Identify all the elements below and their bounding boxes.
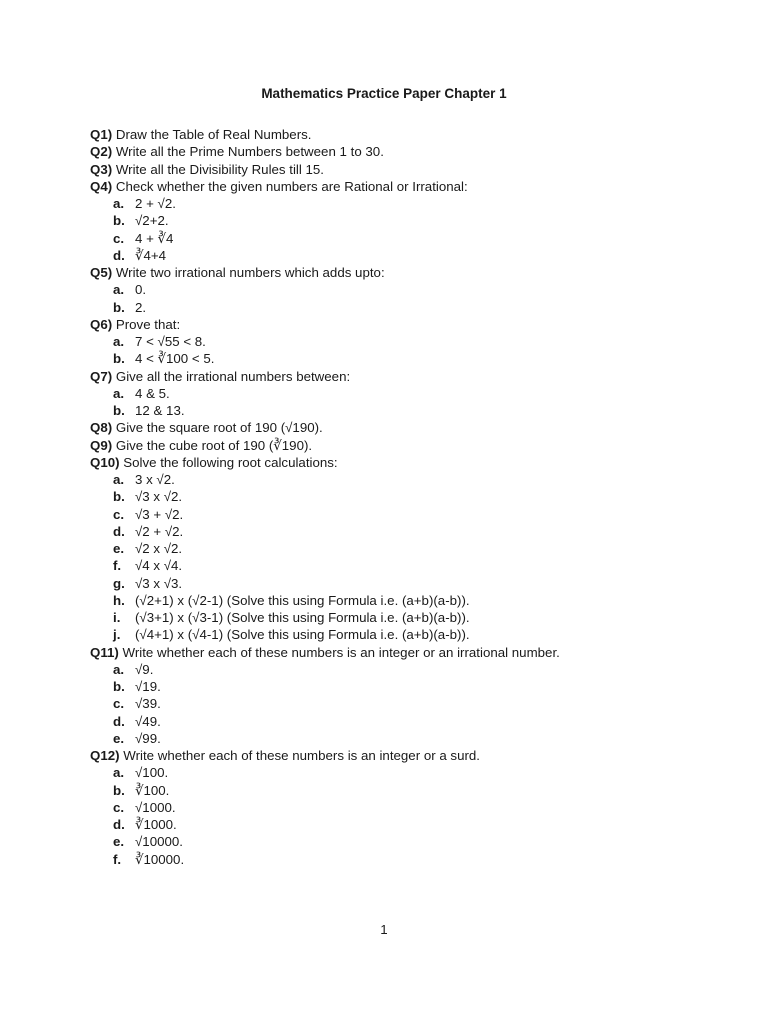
sub-item	[90, 782, 690, 799]
sub-item-text: √3 x √2.	[135, 489, 183, 505]
question-list	[90, 126, 690, 868]
sub-item-text: 3 x √2.	[135, 472, 175, 487]
question-text: Prove that:	[112, 316, 181, 332]
sub-item	[90, 471, 690, 488]
sub-item-text: √2+2.	[135, 213, 169, 229]
sub-item-text: ∛1000.	[135, 817, 177, 832]
question-11	[90, 644, 690, 661]
sub-item-label: e.	[113, 541, 125, 556]
sub-item-text: √99.	[135, 730, 161, 746]
question-9	[90, 437, 690, 454]
question-6	[90, 316, 690, 333]
question-text: Check whether the given numbers are Rational or Irrational:	[112, 178, 468, 194]
sub-item-label: f.	[113, 851, 122, 867]
sub-item	[90, 799, 690, 816]
sub-item	[90, 299, 690, 316]
sub-item-text: 4 + ∛4	[135, 230, 174, 246]
question-text: Give the cube root of 190 (∛190).	[112, 437, 313, 453]
sub-item-text: ∛100.	[135, 782, 170, 798]
question-label: Q12)	[90, 748, 120, 763]
question-label: Q11)	[90, 644, 119, 660]
sub-item-text: √100.	[135, 765, 169, 781]
sub-item	[90, 713, 690, 730]
sub-item-label: i.	[113, 610, 121, 625]
sub-item	[90, 247, 690, 264]
sub-item-label: b.	[113, 782, 125, 798]
sub-item-label: d.	[113, 247, 125, 263]
sub-item	[90, 695, 690, 712]
sub-item	[90, 212, 690, 229]
sub-item-text: √39.	[135, 696, 161, 712]
sub-item-label: a.	[113, 385, 125, 401]
sub-item-label: f.	[113, 558, 122, 574]
sub-item	[90, 626, 690, 643]
sub-item	[90, 506, 690, 523]
sub-item	[90, 609, 690, 626]
sub-item	[90, 540, 690, 557]
question-label: Q7)	[90, 368, 113, 384]
sub-item-label: b.	[113, 403, 125, 418]
question-text: Give all the irrational numbers between:	[112, 368, 351, 384]
sub-item-label: e.	[113, 834, 125, 850]
sub-item-text: √4 x √4.	[135, 558, 183, 574]
sub-item-label: a.	[113, 334, 125, 349]
sub-item	[90, 488, 690, 505]
question-4	[90, 178, 690, 195]
sub-item-label: b.	[113, 299, 125, 315]
sub-item-text: √3 + √2.	[135, 506, 184, 522]
question-text: Write whether each of these numbers is an integer or a surd.	[119, 748, 480, 763]
question-7	[90, 368, 690, 385]
sub-item-text: ∛4+4	[135, 247, 167, 263]
question-text: Draw the Table of Real Numbers.	[112, 127, 312, 142]
question-12	[90, 747, 690, 764]
sub-item	[90, 730, 690, 747]
sub-item-text: (√4+1) x (√4-1) (Solve this using Formula i.e. (a+b)(a-b)).	[135, 627, 470, 643]
sub-item-label: b.	[113, 213, 125, 229]
sub-item-text: 2.	[135, 299, 147, 315]
question-text: Write all the Divisibility Rules till 15.	[112, 161, 325, 177]
sub-item	[90, 592, 690, 609]
sub-item-label: a.	[113, 196, 125, 211]
question-text: Solve the following root calculations:	[119, 454, 338, 470]
sub-item-text: 12 & 13.	[135, 403, 185, 418]
question-8	[90, 419, 690, 436]
sub-item-label: j.	[113, 627, 121, 643]
question-label: Q5)	[90, 265, 113, 280]
question-10	[90, 454, 690, 471]
question-label: Q8)	[90, 420, 113, 436]
sub-item-text: 2 + √2.	[135, 196, 176, 211]
sub-item-text: (√2+1) x (√2-1) (Solve this using Formula i.e. (a+b)(a-b)).	[135, 592, 470, 608]
sub-item-label: g.	[113, 575, 125, 591]
sub-item-text: √19.	[135, 679, 161, 694]
question-label: Q6)	[90, 316, 113, 332]
sub-item-label: b.	[113, 351, 125, 367]
sub-item-text: √3 x √3.	[135, 575, 183, 591]
sub-item-label: d.	[113, 523, 125, 539]
sub-item-label: b.	[113, 489, 125, 505]
sub-item-text: ∛10000.	[135, 851, 185, 867]
question-2	[90, 143, 690, 160]
sub-item	[90, 833, 690, 850]
sub-item-text: 0.	[135, 282, 147, 298]
question-1	[90, 126, 690, 143]
sub-item-label: d.	[113, 817, 125, 832]
sub-item	[90, 230, 690, 247]
sub-item-label: c.	[113, 506, 125, 522]
question-text: Write whether each of these numbers is an integer or an irrational number.	[118, 644, 560, 660]
question-3	[90, 161, 690, 178]
sub-item	[90, 816, 690, 833]
question-label: Q1)	[90, 127, 113, 142]
sub-item-text: 4 < ∛100 < 5.	[135, 351, 215, 367]
sub-item	[90, 575, 690, 592]
sub-item-label: b.	[113, 679, 125, 694]
sub-item	[90, 333, 690, 350]
sub-item-text: √2 + √2.	[135, 523, 184, 539]
sub-item	[90, 350, 690, 367]
sub-item-label: a.	[113, 472, 125, 487]
sub-item-text: 7 < √55 < 8.	[135, 334, 206, 349]
question-5	[90, 264, 690, 281]
sub-item	[90, 678, 690, 695]
page-number: 1	[380, 922, 388, 937]
sub-item-label: d.	[113, 713, 125, 729]
sub-item	[90, 195, 690, 212]
sub-item-text: √9.	[135, 661, 154, 677]
question-label: Q2)	[90, 144, 113, 160]
sub-item	[90, 557, 690, 574]
sub-item-text: (√3+1) x (√3-1) (Solve this using Formula i.e. (a+b)(a-b)).	[135, 610, 470, 625]
sub-item-text: √10000.	[135, 834, 183, 850]
sub-item	[90, 402, 690, 419]
sub-item-label: h.	[113, 592, 125, 608]
sub-item-text: √2 x √2.	[135, 541, 183, 556]
question-text: Write two irrational numbers which adds upto:	[112, 265, 385, 280]
question-label: Q10)	[90, 454, 120, 470]
page-title: Mathematics Practice Paper Chapter 1	[261, 86, 507, 101]
question-label: Q3)	[90, 161, 113, 177]
question-text: Give the square root of 190 (√190).	[112, 420, 323, 436]
sub-item-text: √1000.	[135, 799, 176, 815]
sub-item-text: 4 & 5.	[135, 385, 170, 401]
sub-item-label: a.	[113, 282, 125, 298]
sub-item-label: a.	[113, 765, 125, 781]
sub-item-label: c.	[113, 696, 125, 712]
sub-item	[90, 661, 690, 678]
sub-item	[90, 281, 690, 298]
sub-item-label: c.	[113, 230, 125, 246]
sub-item	[90, 523, 690, 540]
question-text: Write all the Prime Numbers between 1 to 30.	[112, 144, 384, 160]
sub-item	[90, 385, 690, 402]
sub-item-label: a.	[113, 661, 125, 677]
sub-item-label: e.	[113, 730, 125, 746]
question-label: Q4)	[90, 178, 113, 194]
question-label: Q9)	[90, 437, 113, 453]
sub-item	[90, 764, 690, 781]
sub-item-label: c.	[113, 799, 125, 815]
sub-item-text: √49.	[135, 713, 161, 729]
sub-item	[90, 851, 690, 868]
